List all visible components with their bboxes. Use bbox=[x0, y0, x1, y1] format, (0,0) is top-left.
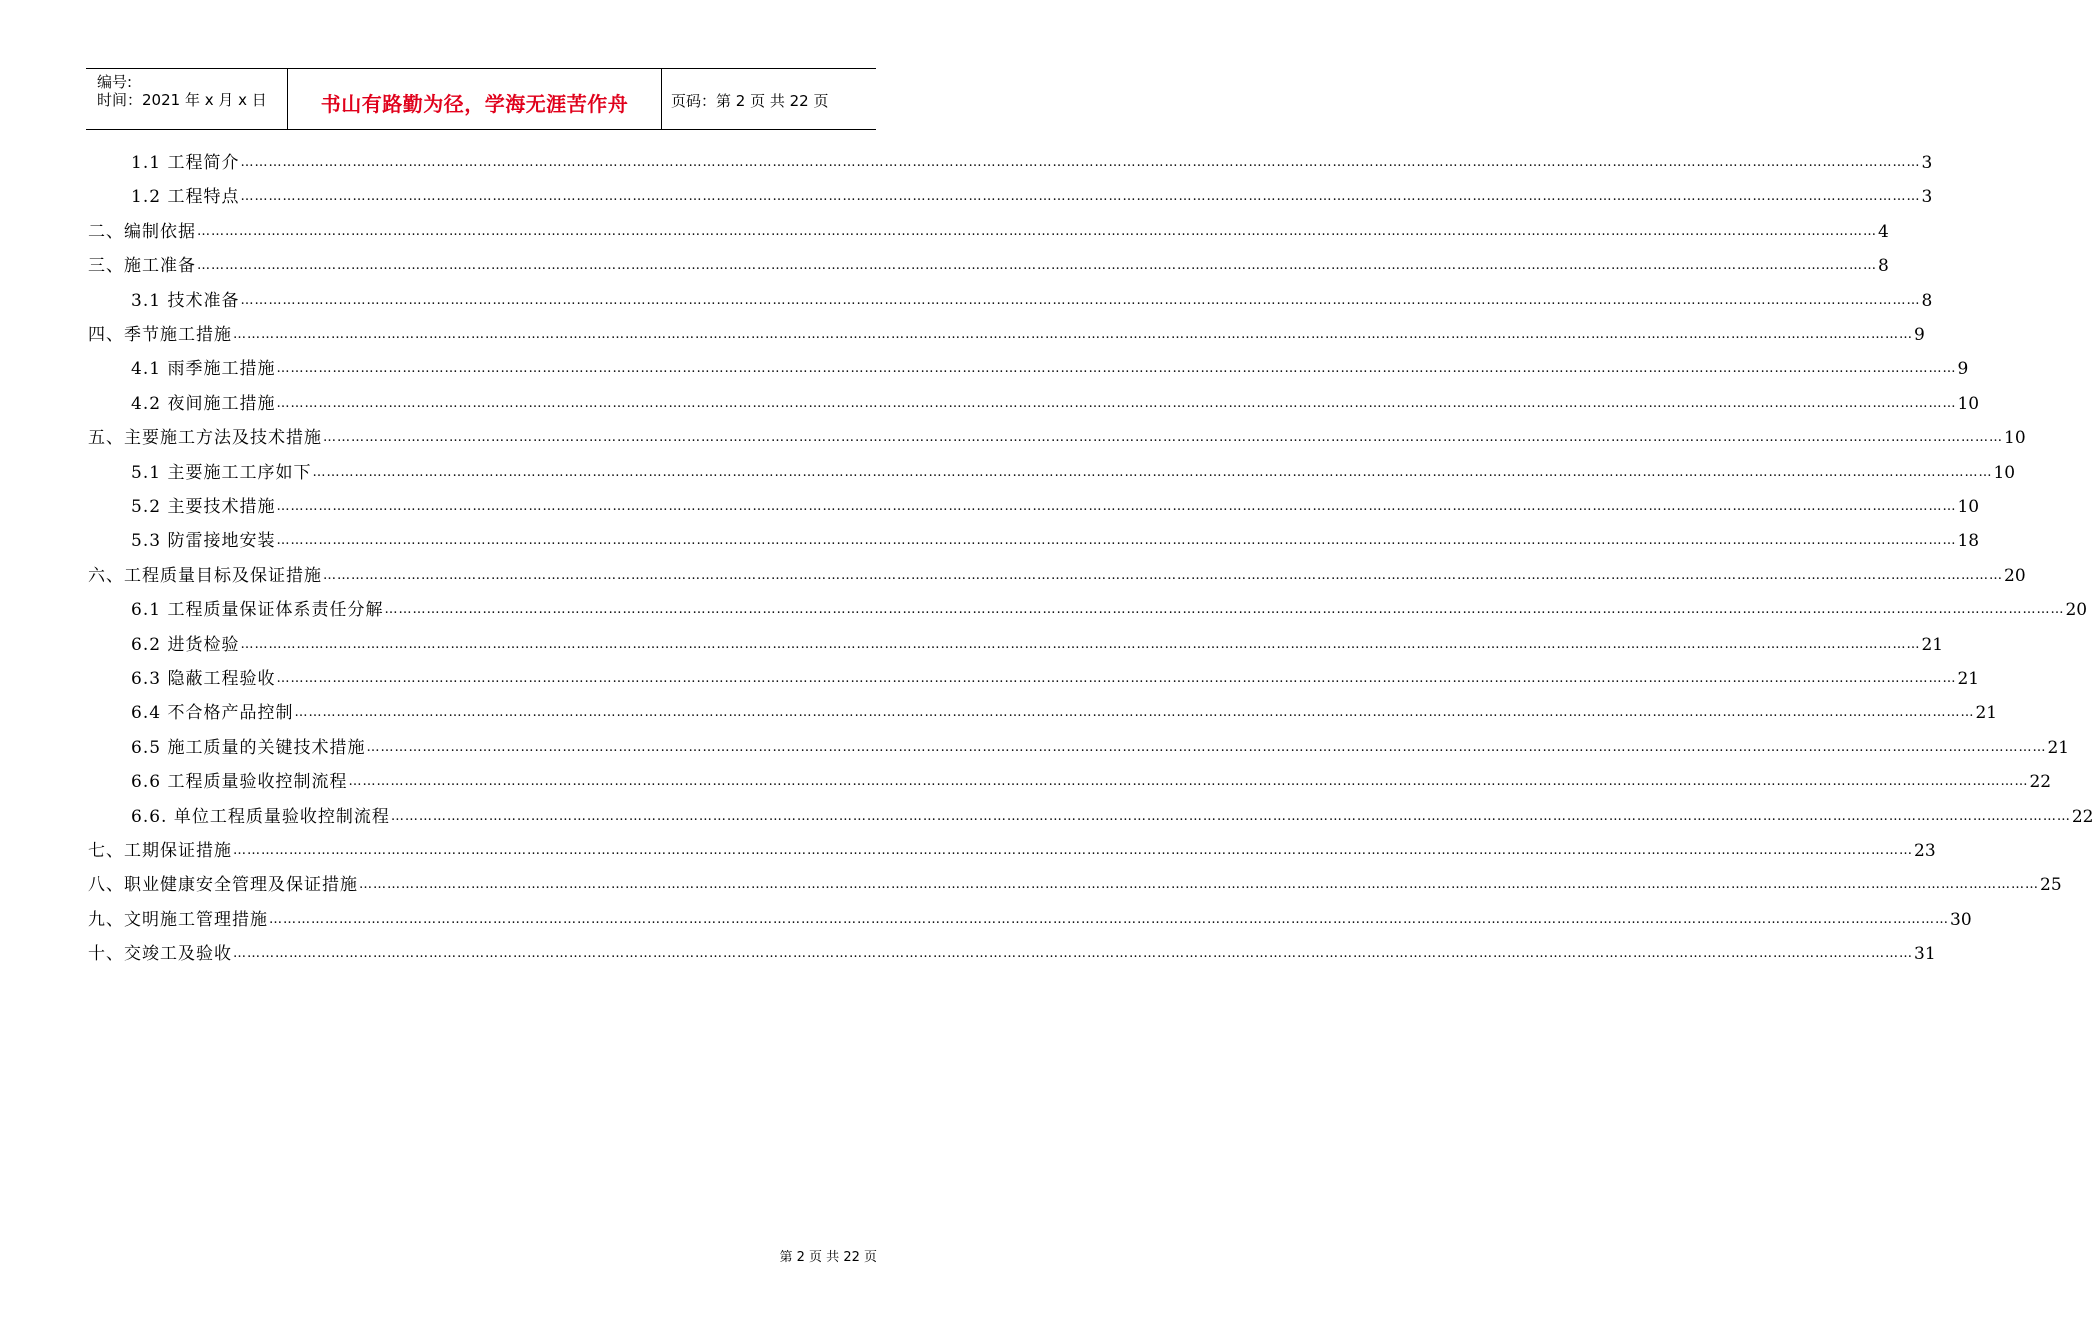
toc-entry bbox=[131, 630, 1944, 660]
header-page-cell bbox=[661, 69, 876, 129]
toc-entry-title: 6.6. 单位工程质量验收控制流程 bbox=[131, 806, 390, 827]
page-header bbox=[86, 68, 876, 130]
toc-leader-dots: ……………………………………………………………………………………………………………………………………………………………………………………………………………………………………………………………………………………………………………………………… bbox=[276, 533, 1957, 549]
toc-entry-page: 25 bbox=[2040, 875, 2062, 896]
toc-entry bbox=[131, 698, 1998, 728]
toc-entry-title: 二、编制依据 bbox=[88, 221, 196, 242]
header-motto: 书山有路勤为径，学海无涯苦作舟 bbox=[320, 92, 629, 116]
toc-leader-dots: ……………………………………………………………………………………………………………………………………………………………………………………………………………………………………………………………………………………………………………………………… bbox=[323, 567, 2003, 583]
toc-entry-title: 三、施工准备 bbox=[88, 256, 196, 277]
toc-entry bbox=[131, 595, 2088, 625]
toc-entry bbox=[131, 354, 1969, 384]
toc-entry-title: 四、季节施工措施 bbox=[88, 325, 232, 345]
toc-leader-dots: ……………………………………………………………………………………………………………………………………………………………………………………………………………………………………………………………………………………………………………………………… bbox=[233, 327, 1913, 342]
toc-leader-dots: ……………………………………………………………………………………………………………………………………………………………………………………………………………………………………………………………………………………………………………………………… bbox=[240, 636, 1921, 652]
toc-entry-page: 21 bbox=[2047, 737, 2070, 758]
toc-leader-dots: ……………………………………………………………………………………………………………………………………………………………………………………………………………………………………………………………………………………………………………………………… bbox=[359, 877, 2039, 893]
toc-entry bbox=[131, 458, 2016, 488]
toc-entry bbox=[131, 802, 2093, 832]
toc-entry-title: 4.1 雨季施工措施 bbox=[131, 359, 276, 380]
toc-entry-page: 21 bbox=[1957, 669, 1980, 689]
toc-leader-dots: ……………………………………………………………………………………………………………………………………………………………………………………………………………………………………………………………………………………………………………………………… bbox=[269, 911, 1949, 927]
toc-entry-page: 10 bbox=[2004, 428, 2026, 449]
toc-leader-dots: ……………………………………………………………………………………………………………………………………………………………………………………………………………………………………………………………………………………………………………………………… bbox=[323, 430, 2003, 446]
toc-entry bbox=[88, 251, 1889, 281]
toc-entry bbox=[131, 492, 1980, 522]
toc-entry-title: 6.2 进货检验 bbox=[131, 634, 240, 655]
toc-leader-dots: ……………………………………………………………………………………………………………………………………………………………………………………………………………………………………………………………………………………………………………………………… bbox=[197, 223, 1877, 239]
footer-page-info: 第 2 页 共 22 页 bbox=[779, 1250, 877, 1265]
toc-entry bbox=[131, 148, 1933, 178]
toc-entry-page: 21 bbox=[1921, 634, 1944, 655]
toc-entry-page: 22 bbox=[2029, 772, 2052, 793]
toc-entry bbox=[131, 389, 1980, 419]
toc-entry-page: 31 bbox=[1914, 944, 1936, 965]
toc-leader-dots: ……………………………………………………………………………………………………………………………………………………………………………………………………………………………………………………………………………………………………………………………… bbox=[348, 774, 2029, 790]
toc-entry bbox=[88, 836, 1936, 866]
toc-entry-title: 九、文明施工管理措施 bbox=[88, 909, 268, 930]
toc-entry-title: 3.1 技术准备 bbox=[131, 290, 240, 311]
toc-entry-title: 6.5 施工质量的关键技术措施 bbox=[131, 737, 366, 758]
toc-entry bbox=[88, 870, 2062, 900]
toc-entry bbox=[88, 561, 2026, 591]
toc-entry bbox=[88, 217, 1889, 247]
document-date: 时间：2021 年 x 月 x 日 bbox=[97, 91, 267, 109]
toc-entry-title: 6.3 隐蔽工程验收 bbox=[131, 669, 276, 689]
toc-entry-page: 3 bbox=[1921, 187, 1933, 208]
document-number-label: 编号: bbox=[97, 73, 133, 91]
toc-entry bbox=[88, 939, 1936, 969]
toc-entry-page: 22 bbox=[2071, 806, 2093, 827]
toc-entry-title: 4.2 夜间施工措施 bbox=[131, 393, 276, 414]
toc-entry bbox=[131, 526, 1980, 556]
toc-leader-dots: ……………………………………………………………………………………………………………………………………………………………………………………………………………………………………………………………………………………………………………………………… bbox=[240, 155, 1921, 170]
toc-entry-page: 8 bbox=[1878, 256, 1889, 277]
toc-entry bbox=[131, 286, 1933, 316]
toc-entry-page: 21 bbox=[1975, 703, 1998, 724]
toc-leader-dots: ……………………………………………………………………………………………………………………………………………………………………………………………………………………………………………………………………………………………………………………………… bbox=[390, 808, 2071, 824]
toc-entry-title: 七、工期保证措施 bbox=[88, 841, 232, 861]
toc-entry bbox=[131, 733, 2070, 763]
toc-leader-dots: ……………………………………………………………………………………………………………………………………………………………………………………………………………………………………………………………………………………………………………………………… bbox=[366, 739, 2047, 755]
toc-entry bbox=[88, 905, 1972, 935]
toc-entry-page: 20 bbox=[2004, 565, 2026, 586]
toc-entry-title: 6.1 工程质量保证体系责任分解 bbox=[131, 600, 384, 621]
toc-entry-title: 5.2 主要技术措施 bbox=[131, 497, 276, 517]
toc-entry bbox=[131, 767, 2052, 797]
toc-entry-page: 23 bbox=[1914, 841, 1936, 861]
toc-leader-dots: ……………………………………………………………………………………………………………………………………………………………………………………………………………………………………………………………………………………………………………………………… bbox=[197, 258, 1877, 274]
toc-entry-title: 1.2 工程特点 bbox=[131, 187, 240, 208]
toc-leader-dots: ……………………………………………………………………………………………………………………………………………………………………………………………………………………………………………………………………………………………………………………………… bbox=[384, 602, 2065, 618]
toc-entry-page: 10 bbox=[1957, 497, 1980, 517]
toc-entry-page: 10 bbox=[1993, 462, 2016, 483]
header-page-info: 页码：第 2 页 共 22 页 bbox=[671, 92, 829, 110]
toc-entry-page: 10 bbox=[1957, 393, 1980, 414]
toc-entry-title: 五、主要施工方法及技术措施 bbox=[88, 428, 322, 449]
toc-leader-dots: ……………………………………………………………………………………………………………………………………………………………………………………………………………………………………………………………………………………………………………………………… bbox=[233, 946, 1913, 962]
toc-leader-dots: ……………………………………………………………………………………………………………………………………………………………………………………………………………………………………………………………………………………………………………………………… bbox=[276, 395, 1957, 411]
toc-entry-title: 5.3 防雷接地安装 bbox=[131, 531, 276, 552]
toc-entry-page: 18 bbox=[1957, 531, 1980, 552]
toc-leader-dots: ……………………………………………………………………………………………………………………………………………………………………………………………………………………………………………………………………………………………………………………………… bbox=[233, 843, 1913, 858]
toc-leader-dots: ……………………………………………………………………………………………………………………………………………………………………………………………………………………………………………………………………………………………………………………………… bbox=[240, 292, 1921, 308]
toc-leader-dots: ……………………………………………………………………………………………………………………………………………………………………………………………………………………………………………………………………………………………………………………………… bbox=[276, 361, 1957, 377]
toc-entry-page: 9 bbox=[1957, 359, 1969, 380]
toc-entry-title: 八、职业健康安全管理及保证措施 bbox=[88, 875, 358, 896]
toc-entry bbox=[131, 664, 1980, 694]
toc-entry-title: 六、工程质量目标及保证措施 bbox=[88, 565, 322, 586]
toc-entry-title: 6.6 工程质量验收控制流程 bbox=[131, 772, 348, 793]
toc-leader-dots: ……………………………………………………………………………………………………………………………………………………………………………………………………………………………………………………………………………………………………………………………… bbox=[276, 499, 1957, 514]
toc-entry bbox=[131, 182, 1933, 212]
toc-entry-title: 5.1 主要施工工序如下 bbox=[131, 462, 312, 483]
toc-leader-dots: ……………………………………………………………………………………………………………………………………………………………………………………………………………………………………………………………………………………………………………………………… bbox=[276, 671, 1957, 686]
toc-entry-title: 十、交竣工及验收 bbox=[88, 944, 232, 965]
toc-entry-page: 20 bbox=[2065, 600, 2088, 621]
toc-entry-page: 8 bbox=[1921, 290, 1933, 311]
toc-entry-page: 4 bbox=[1878, 221, 1889, 242]
toc-entry-title: 6.4 不合格产品控制 bbox=[131, 703, 294, 724]
toc-leader-dots: ……………………………………………………………………………………………………………………………………………………………………………………………………………………………………………………………………………………………………………………………… bbox=[240, 189, 1921, 205]
toc-entry-page: 3 bbox=[1921, 153, 1933, 173]
header-meta-cell bbox=[86, 69, 286, 129]
toc-entry bbox=[88, 423, 2026, 453]
toc-entry-title: 1.1 工程简介 bbox=[131, 153, 240, 173]
toc-entry bbox=[88, 320, 1925, 350]
header-motto-cell bbox=[287, 69, 662, 129]
toc-leader-dots: ……………………………………………………………………………………………………………………………………………………………………………………………………………………………………………………………………………………………………………………………… bbox=[312, 464, 1993, 480]
toc-entry-page: 30 bbox=[1950, 909, 1972, 930]
toc-leader-dots: ……………………………………………………………………………………………………………………………………………………………………………………………………………………………………………………………………………………………………………………………… bbox=[294, 705, 1975, 721]
toc-entry-page: 9 bbox=[1914, 325, 1925, 345]
